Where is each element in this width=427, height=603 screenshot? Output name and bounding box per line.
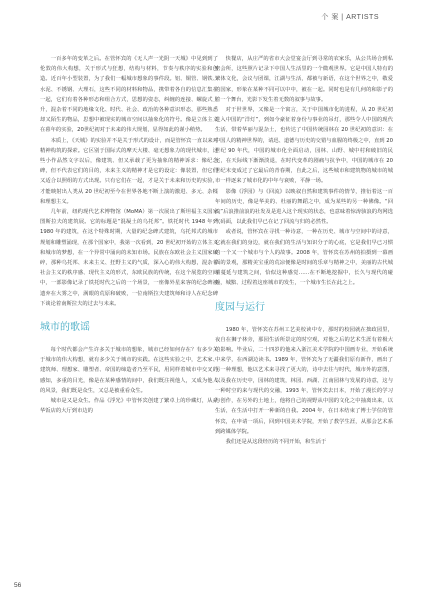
body-paragraph: 几年前，纽约现代艺术博物馆（MoMA）第一次展出了斯坦福主义国家图斯拉夫的建筑展。它的标题是“混凝土的乌托邦”。铁托时代 1948 年到 1980 年的建筑，在这个特殊时期，大量的纪念碑式建筑，乌托邦式的城市规划和雕塑涌现，在那个国家中，我第一次看到，20 世纪初开始的立体主义和城市的梦想，在一个异常中涌向的未知市场。民族在东欧社会主义国家破碎，那种乌托邦、未来主义、狂野主义的气质，深入心的伟大构想，混杂着社会主义的秩序感、现代主义的形式，东欧民族的传统，在这个展览的空间中，一部影像记录了铁托时代之后的一个场景，一座像外星来客的纪念碑被遗弃在大雾之中，满眼的荒原和破败，一位南斯拉夫建筑师和诗人在纪念碑下谈论着南斯拉夫的过去与未来。 [40,209,218,307]
body-paragraph: 每个时代都会产生许多关于城市的想象，城市已经如何存在？有多少关于城市的伟大构想，就有多少关于城市的实践。在这些实验之中，艺术家、建筑师、理想家、雕塑者、帝国的缔造者乃至平民，用同样着城市中交叉的感知，多重的目光，像是在某种感情的间中，我们既注视他人，又成为他人的风景，我们既是众生，又总是被重看众生。 [40,347,218,394]
body-paragraph: 本质上，《天城》的实验并不是关于形式的设计，而是管怀宾一直以来对精神构筑的探索。它区别于国际式的摩天大楼、毫无想象力的现代城市，这些小作品然文字以后，像建筑、但又承载了更为抽象的精神诉求：像纪念碑，但不代表它们的目的，未来主义的精神才是它的设定：像装置，但它们又适合以照组的方式出现。只有它们在一起，才是关于未来和历史的实验，才能映射出人类从 20 世纪初至今在世界各地不断上演的激进、多元、杂糅和理想主义。 [40,137,218,205]
section-title: 度园与运行 [215,301,265,313]
header-category: ARTISTS [346,14,379,21]
body-paragraph: 影像《浮园》与《回流》以映叙自然和建筑事件的情节，推衍着这一百年间的历史，像是华美的、杜丽的舞蹈之中，成为某些的另一种佛像。“回流”后浪推前浪的社发及是进入这个现实的状态，也意味着惊涛骇浪的均网选气码面，以此我们早已在记了回流与归的必然性。 [215,188,393,226]
left-column [40,54,218,417]
body-paragraph: 对于世世界，又像是一个寓言，关于中国城市化的进程，从 20 世纪初进入中国的“洋灯”，到如今豪征着身份与事业的吊灯，那些令人中国的现代生活，带着华丽与混杂土，也传达了中国传统园林在 20 世纪初的意识：在中国人的精神世界的，请迅、道德与历史的交错与血腥的终极之中，直到 20 世纪 90 年代，中国的城市化全面启动，园林、山野、城中村和破旧的民宅，在天际线下渐渐淡退，在时代变革的剧痛与抗争中，中国的城市在 20 世纪末变成过了它最后的青春期，自此之后，这些城市和建筑物的城市的城市一样逐来了城市化的中年与衰败，平静一场。 [215,107,393,185]
header-separator: | [341,14,344,21]
page-number: 56 [14,582,22,589]
section-title: 城市的歌谣 [40,322,90,334]
running-header [321,12,379,22]
body-paragraph: 一百多年的变革之后。在管怀宾的《无人声一光阴一天城》中见到到了伦敦的伟大构想，关于形式与狂想，结构与材料，节奏与秩序的实验和创造。近百年小型装置，为了我们一幅城市想象的事件段。铝、铜管、钢铁、水泥、不锈钢、大理石，这些不同的材料和物品，携带着各自的信息汇集在一起，它们有着各种形态和组合方式，思想的姿态，纠缠的连接、螺旋式上升，混杂着不同的地缘文化、时代、社会、政治的各种意识形态，那些熟悉却又陌生的物品，思想中被现实的城市空间以抽象化的符号。像是立体主义在暮年的实验，20世纪初对于未来的伟大规划，显得如此的谨小稍势。 [40,56,218,134]
body-paragraph: 我们还是从这段经历的不同开始，和生活于 [225,438,327,445]
body-paragraph: 快餐店，从庄严的省市大会堂宴会厅到寻常的农家乐，从公共场合到私密会所，这些照片记录下中国人生活里的一个微观世界。它是中国人特有的繁体文化，会议与团课，江湖与生活，都被与新语，在这个世界之中，敬爱的国家，形象在某种不同可以中中，被在一起。同时也是有几何的和影子的着一个舞台，光影下发生着无数的叙事与故事。 [215,56,393,103]
body-paragraph: 或者说，管怀宾在寻找一种诗意，一种在历史、城市与空间中的诗意，它就在我们的身边，就在我们的生活与知识分子的心底，它是我们早已习惯的一个又一个城市与个人的故事。2008 年，管怀宾在苏州的拍摄到一幕画面的景观，那精美宝重的荒凉便像是时间的乐章与精神之中，美丽的古代城墙蔓延与建筑之间，恰似这种感觉……在不断地挖掘中，长久与现代的碰撞，城黯、过程着这座城市的发生，一个城市生长在此之上。 [215,229,393,287]
header-section: 个 案 [321,14,339,21]
body-paragraph: 城市是又是众生。作品《浮光》中管怀宾创建了繁卓上的珍藏灯，从豪华饭店的大厅到市边的 [40,398,218,415]
body-paragraph: 1980 年，管怀宾在苏州工艺美校读中专，那时的校园就在拙政园里，夜自在狮子林旁，那园生活所景定的时空观，对他之后的艺术生涯有着极大的影响。毕业后，二十四岁的他来入浙江美术学院的中国画专业，开始系统中来学，在西湖边读书。1989 年，管怀宾为了无疆我们原有新作，画出了另一种理想，他以艺术来寻找了更大的，诗中去往与时代，城市外的意图，以及我在历史中，园林的建筑，林园、西湖、江南园林与发展的诗意，这与一种时空的来与现代的交融，1993 年，管怀宾去日本，开始了漫长的学习与创作，在另外的土地上，他将自己的视野从中国的文化之中抽离出来，以生活，在生活中打开一种新的自我。2004 年，在日本结束了博士学位的管怀宾，在申请一项后，回到中国美术学院，开始了教学生涯，从那会艺术系到跨媒体学院。 [215,326,393,435]
right-column [215,54,393,447]
